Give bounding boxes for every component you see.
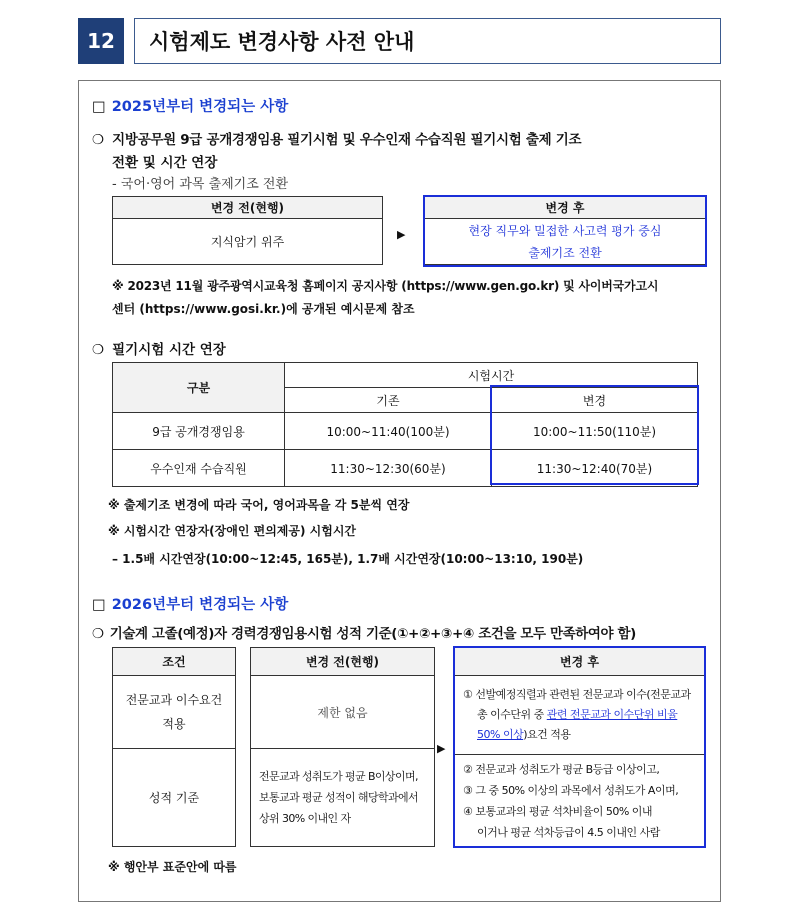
bullet-2025-1-line2: 전환 및 시간 연장 xyxy=(112,155,218,171)
table-after-header: 변경 후 xyxy=(425,197,706,219)
bullet-2025-2 xyxy=(92,338,226,358)
page-title: 시험제도 변경사항 사전 안내 xyxy=(134,18,721,64)
table-before-header: 변경 전(현행) xyxy=(113,197,383,219)
square-icon: □ xyxy=(92,597,106,613)
after-row2-line4: 이거나 평균 석차등급이 4.5 이내인 사람 xyxy=(477,825,660,839)
circle-icon: ❍ xyxy=(92,342,105,358)
before-row2-line1: 전문교과 성취도가 평균 B이상이며, xyxy=(259,770,418,783)
heading-2025-text: 2025년부터 변경되는 사항 xyxy=(111,99,289,115)
note-extension: ※ 출제기조 변경에 따라 국어, 영어과목을 각 5분씩 연장 xyxy=(108,498,410,512)
highlight-box-after xyxy=(423,195,707,267)
row-before: 11:30~12:30(60분) xyxy=(285,450,492,487)
note-reference-line2: 센터 (https://www.gosi.kr.)에 공개된 예시문제 참조 xyxy=(112,302,415,316)
col-category: 구분 xyxy=(113,363,285,413)
before-row2-line2: 보통교과 평균 성적이 해당학과에서 xyxy=(259,791,419,804)
cond-header: 조건 xyxy=(113,648,236,676)
cond-row1-line1: 전문교과 이수요건 xyxy=(125,693,223,707)
after-row1-line3a: 50% 이상 xyxy=(477,728,524,741)
row-before: 10:00~11:40(100분) xyxy=(285,413,492,450)
bullet-2025-1-line1: 지방공무원 9급 공개경쟁임용 필기시험 및 우수인재 수습직원 필기시험 출제 기조 xyxy=(112,132,582,148)
row-after: 10:00~11:50(110분) xyxy=(492,413,698,450)
row-category: 우수인재 수습직원 xyxy=(113,450,285,487)
section-header xyxy=(78,18,721,64)
after-value-line2: 출제기조 전환 xyxy=(528,245,602,260)
before-header-2026: 변경 전(현행) xyxy=(251,648,435,676)
bullet-2025-2-text: 필기시험 시간 연장 xyxy=(112,342,226,358)
before-row2 xyxy=(251,749,435,847)
after-header-2026: 변경 후 xyxy=(455,648,705,676)
note-reference-line1: ※ 2023년 11월 광주광역시교육청 홈페이지 공지사항 (https://www.gen.go.kr) 및 사이버국가고시 xyxy=(112,279,659,293)
row-category: 9급 공개경쟁임용 xyxy=(113,413,285,450)
col-after: 변경 xyxy=(492,388,698,413)
before-row2-line3: 상위 30% 이내인 자 xyxy=(259,812,351,825)
bullet-2026 xyxy=(92,622,636,642)
bullet-2026-text: 기술계 고졸(예정)자 경력경쟁임용시험 성적 기준(①+②+③+④ 조건을 모두 만족하여야 함) xyxy=(109,626,636,642)
table-before-2026 xyxy=(250,647,435,847)
after-row2-line2: ③ 그 중 50% 이상의 과목에서 성취도가 A이며, xyxy=(463,783,679,797)
table-before-2025 xyxy=(112,196,383,265)
heading-2025 xyxy=(92,95,288,116)
arrow-right-icon: ▶ xyxy=(437,742,446,755)
table-conditions xyxy=(112,647,236,847)
section-number: 12 xyxy=(78,18,124,64)
after-row2-line3: ④ 보통교과의 평균 석차비율이 50% 이내 xyxy=(463,804,653,818)
after-row1-line1: ① 선발예정직렬과 관련된 전문교과 이수(전문교과 xyxy=(463,688,691,701)
note-standard: ※ 행안부 표준안에 따름 xyxy=(108,860,237,874)
heading-2026-text: 2026년부터 변경되는 사항 xyxy=(111,597,289,613)
cond-row1-line2: 적용 xyxy=(162,717,186,731)
after-row2-line1: ② 전문교과 성취도가 평균 B등급 이상이고, xyxy=(463,762,660,776)
cond-row1 xyxy=(113,676,236,749)
arrow-right-icon: ▶ xyxy=(397,228,406,241)
square-icon: □ xyxy=(92,99,106,115)
after-row1-line2a: 총 이수단위 중 xyxy=(477,708,547,721)
table-before-value: 지식암기 위주 xyxy=(113,219,383,265)
heading-2026 xyxy=(92,593,288,614)
sub-bullet-format: - 국어·영어 과목 출제기조 전환 xyxy=(112,177,289,192)
after-row1-line2b: 관련 전문교과 이수단위 비율 xyxy=(546,708,678,721)
after-row1-line3b: )요건 적용 xyxy=(523,728,571,741)
after-value-line1: 현장 직무와 밀접한 사고력 평가 중심 xyxy=(468,223,662,238)
circle-icon: ❍ xyxy=(92,626,104,642)
highlight-box-changed-times xyxy=(490,385,699,485)
highlight-box-after-2026 xyxy=(453,646,706,848)
note-accommodation-times: – 1.5배 시간연장(10:00~12:45, 165분), 1.7배 시간연장(10:00~13:10, 190분) xyxy=(112,552,584,566)
col-before: 기존 xyxy=(285,388,492,413)
circle-icon: ❍ xyxy=(92,132,105,148)
col-exam-time: 시험시간 xyxy=(285,363,698,388)
note-accommodation: ※ 시험시간 연장자(장애인 편의제공) 시험시간 xyxy=(108,524,357,538)
cond-row2: 성적 기준 xyxy=(113,749,236,847)
before-row1: 제한 없음 xyxy=(251,676,435,749)
row-after: 11:30~12:40(70분) xyxy=(492,450,698,487)
bullet-2025-1 xyxy=(92,128,581,148)
